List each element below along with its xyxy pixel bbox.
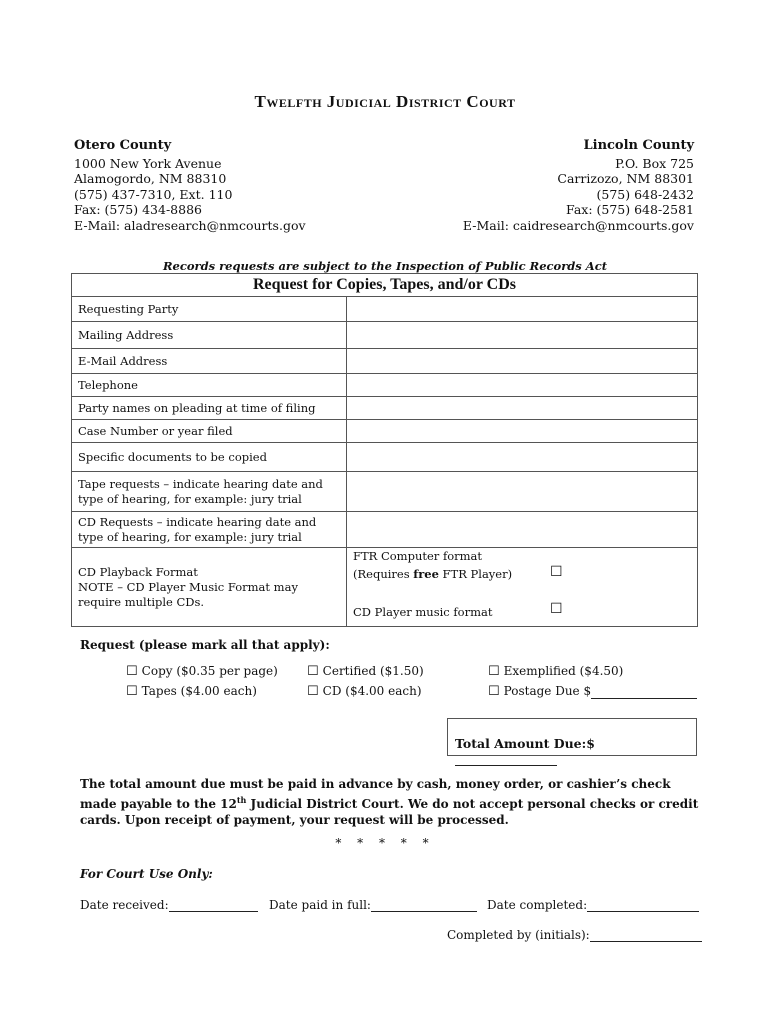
cd-playback-note: NOTE – CD Player Music Format may require multiple CDs.	[78, 579, 298, 609]
date-paid-label: Date paid in full:	[269, 898, 371, 912]
copy-checkbox[interactable]: ☐	[126, 664, 138, 679]
completed-by-label: Completed by (initials):	[447, 928, 590, 942]
certified-checkbox[interactable]: ☐	[307, 664, 319, 679]
lincoln-county-name: Lincoln County	[583, 138, 694, 153]
ftr-format-checkbox[interactable]: ☐	[550, 564, 563, 580]
field-label-telephone: Telephone	[72, 374, 347, 397]
postage-amount-line[interactable]	[591, 686, 697, 699]
copy-option[interactable]	[126, 664, 278, 679]
field-input-email-address[interactable]	[347, 349, 698, 374]
tapes-option-label: Tapes ($4.00 each)	[141, 684, 257, 698]
cd-music-format-label: CD Player music format	[353, 605, 493, 619]
total-amount-row	[455, 736, 696, 766]
date-paid-line[interactable]	[371, 899, 477, 912]
court-use-label: For Court Use Only:	[80, 867, 213, 881]
request-table	[71, 273, 698, 627]
exemplified-option[interactable]	[488, 664, 623, 679]
date-received-line[interactable]	[169, 899, 258, 912]
ftr-player-note	[353, 567, 512, 581]
otero-county-name: Otero County	[74, 138, 172, 153]
cd-playback-cell	[72, 548, 347, 627]
payment-ordinal-suffix: th	[236, 795, 247, 805]
table-row	[72, 512, 698, 548]
field-input-specific-documents[interactable]	[347, 443, 698, 472]
request-options-label: Request (please mark all that apply):	[80, 638, 330, 652]
field-input-mailing-address[interactable]	[347, 322, 698, 349]
total-amount-label: Total Amount Due:$	[455, 736, 595, 751]
tapes-option[interactable]	[126, 684, 257, 699]
certified-option-label: Certified ($1.50)	[322, 664, 424, 678]
lincoln-fax-line: Fax: (575) 648-2581	[566, 202, 694, 217]
date-completed-label: Date completed:	[487, 898, 588, 912]
field-label-requesting-party: Requesting Party	[72, 297, 347, 322]
field-input-requesting-party[interactable]	[347, 297, 698, 322]
field-input-party-names[interactable]	[347, 397, 698, 420]
payment-text-end: Judicial District Court. We do not accept personal checks or credit cards. Upon receipt of payment, your request will be processed.	[80, 797, 699, 827]
table-row	[72, 322, 698, 349]
field-input-telephone[interactable]	[347, 374, 698, 397]
cd-option[interactable]	[307, 684, 422, 699]
lincoln-email-line: E-Mail: caidresearch@nmcourts.gov	[462, 217, 694, 233]
field-label-specific-documents: Specific documents to be copied	[72, 443, 347, 472]
ftr-format-label: FTR Computer format	[353, 549, 482, 563]
lincoln-phone-line: (575) 648-2432	[596, 186, 694, 202]
completed-by-field	[447, 928, 702, 942]
tapes-checkbox[interactable]: ☐	[126, 684, 138, 699]
payment-instructions	[80, 776, 700, 828]
field-label-email-address: E-Mail Address	[72, 349, 347, 374]
field-input-cd-requests[interactable]	[347, 512, 698, 548]
completed-by-line[interactable]	[590, 929, 702, 942]
table-row	[72, 374, 698, 397]
court-title: Twelfth Judicial District Court	[254, 92, 516, 111]
postage-option-label: Postage Due $	[503, 684, 592, 698]
copy-option-label: Copy ($0.35 per page)	[141, 664, 278, 678]
total-amount-box	[447, 718, 697, 756]
field-input-tape-requests[interactable]	[347, 472, 698, 512]
exemplified-option-label: Exemplified ($4.50)	[503, 664, 624, 678]
field-label-party-names: Party names on pleading at time of filing	[72, 397, 347, 420]
lincoln-county-block	[463, 138, 694, 233]
cd-checkbox[interactable]: ☐	[307, 684, 319, 699]
otero-address-line: 1000 New York Avenue	[74, 155, 222, 171]
table-row	[72, 349, 698, 374]
postage-option[interactable]	[488, 684, 697, 699]
date-received-field	[80, 898, 258, 912]
lincoln-city-line: Carrizozo, NM 88301	[557, 171, 694, 186]
exemplified-checkbox[interactable]: ☐	[488, 664, 500, 679]
cd-format-cell	[347, 548, 698, 627]
records-notice: Records requests are subject to the Inspection of Public Records Act	[162, 259, 608, 273]
table-row	[72, 443, 698, 472]
cd-music-format-checkbox[interactable]: ☐	[550, 601, 563, 617]
total-amount-line[interactable]	[455, 753, 557, 766]
date-received-label: Date received:	[80, 898, 169, 912]
ftr-note-free: free	[413, 567, 439, 581]
table-row	[72, 297, 698, 322]
field-label-cd-requests: CD Requests – indicate hearing date and type of hearing, for example: jury trial	[72, 512, 347, 548]
otero-fax-line: Fax: (575) 434-8886	[74, 202, 202, 217]
date-completed-line[interactable]	[587, 899, 699, 912]
lincoln-address-line: P.O. Box 725	[615, 155, 694, 171]
cd-playback-label: CD Playback Format	[78, 564, 198, 579]
field-input-case-number[interactable]	[347, 420, 698, 443]
otero-county-block	[74, 138, 306, 233]
certified-option[interactable]	[307, 664, 424, 679]
field-label-tape-requests: Tape requests – indicate hearing date and type of hearing, for example: jury trial	[72, 472, 347, 512]
payment-text-start: The total amount due must be paid in advance by cash, money order, or cashier’s check made payable to the 12	[80, 777, 671, 811]
ftr-note-pre: (Requires	[353, 567, 414, 581]
table-title: Request for Copies, Tapes, and/or CDs	[72, 274, 698, 297]
date-paid-field	[269, 898, 477, 912]
table-row	[72, 472, 698, 512]
section-divider-stars: * * * * *	[335, 836, 435, 850]
field-label-case-number: Case Number or year filed	[72, 420, 347, 443]
postage-checkbox[interactable]: ☐	[488, 684, 500, 699]
date-completed-field	[487, 898, 699, 912]
otero-city-line: Alamogordo, NM 88310	[74, 171, 227, 186]
table-row	[72, 397, 698, 420]
cd-option-label: CD ($4.00 each)	[322, 684, 422, 698]
field-label-mailing-address: Mailing Address	[72, 322, 347, 349]
ftr-note-post: FTR Player)	[438, 567, 513, 581]
otero-email-line: E-Mail: aladresearch@nmcourts.gov	[74, 217, 306, 233]
table-row	[72, 420, 698, 443]
otero-phone-line: (575) 437-7310, Ext. 110	[74, 186, 233, 202]
table-row	[72, 548, 698, 627]
